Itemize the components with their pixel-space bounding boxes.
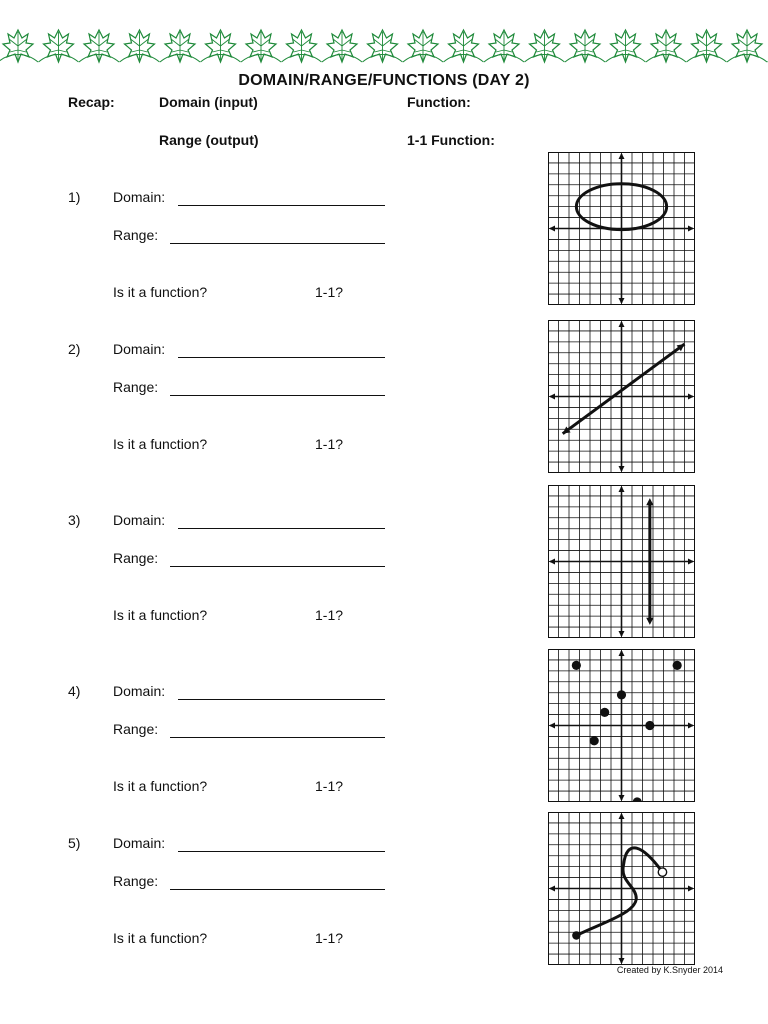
is-function-prompt: Is it a function? — [113, 607, 208, 623]
one-one-prompt: 1-1? — [315, 607, 344, 623]
leaf-icon — [525, 30, 565, 62]
recap-domain-label: Domain (input) — [159, 94, 258, 110]
one-one-prompt: 1-1? — [315, 778, 344, 794]
leaf-icon — [160, 30, 200, 62]
one-one-prompt: 1-1? — [315, 930, 344, 946]
graph-2 — [548, 320, 695, 473]
leaf-icon — [646, 30, 686, 62]
leaf-icon — [687, 30, 727, 62]
domain-label: Domain: — [113, 683, 166, 699]
domain-label: Domain: — [113, 189, 166, 205]
leaf-icon — [241, 30, 281, 62]
leaf-icon — [565, 30, 605, 62]
range-answer-line[interactable] — [170, 566, 385, 567]
is-function-prompt: Is it a function? — [113, 930, 208, 946]
closed-endpoint — [572, 931, 580, 939]
scatter-point — [645, 721, 654, 730]
scatter-point — [673, 661, 682, 670]
recap-one-one-label: 1-1 Function: — [407, 132, 495, 148]
domain-answer-line[interactable] — [178, 699, 385, 700]
question-number: 3) — [68, 512, 81, 528]
leaf-icon — [79, 30, 119, 62]
credit-text: Created by K.Snyder 2014 — [616, 965, 723, 975]
is-function-prompt: Is it a function? — [113, 436, 208, 452]
question-number: 5) — [68, 835, 81, 851]
is-function-prompt: Is it a function? — [113, 284, 208, 300]
graph-5 — [548, 812, 695, 965]
leaf-icon — [120, 30, 160, 62]
leaf-icon — [0, 30, 38, 62]
one-one-prompt: 1-1? — [315, 436, 344, 452]
question-number: 1) — [68, 189, 81, 205]
open-endpoint — [658, 868, 666, 876]
leaf-icon — [727, 30, 767, 62]
range-label: Range: — [113, 227, 159, 243]
leaf-icon — [39, 30, 79, 62]
domain-label: Domain: — [113, 341, 166, 357]
range-answer-line[interactable] — [170, 395, 385, 396]
range-label: Range: — [113, 379, 159, 395]
domain-answer-line[interactable] — [178, 851, 385, 852]
range-label: Range: — [113, 721, 159, 737]
question-number: 2) — [68, 341, 81, 357]
leaf-icon — [282, 30, 322, 62]
recap-range-label: Range (output) — [159, 132, 259, 148]
range-label: Range: — [113, 550, 159, 566]
leaf-icon — [363, 30, 403, 62]
range-answer-line[interactable] — [170, 243, 385, 244]
leaf-icon — [403, 30, 443, 62]
is-function-prompt: Is it a function? — [113, 778, 208, 794]
graph-4 — [548, 649, 695, 802]
page-title: DOMAIN/RANGE/FUNCTIONS (DAY 2) — [238, 72, 530, 89]
domain-label: Domain: — [113, 835, 166, 851]
scatter-point — [572, 661, 581, 670]
leaf-icon — [201, 30, 241, 62]
domain-answer-line[interactable] — [178, 205, 385, 206]
domain-answer-line[interactable] — [178, 357, 385, 358]
scatter-point — [590, 736, 599, 745]
scatter-point — [617, 690, 626, 699]
leaf-icon — [606, 30, 646, 62]
range-answer-line[interactable] — [170, 889, 385, 890]
leaf-border — [0, 22, 768, 78]
graph-1 — [548, 152, 695, 305]
recap-label: Recap: — [68, 94, 115, 110]
domain-answer-line[interactable] — [178, 528, 385, 529]
graph-3 — [548, 485, 695, 638]
domain-label: Domain: — [113, 512, 166, 528]
question-number: 4) — [68, 683, 81, 699]
leaf-icon — [484, 30, 524, 62]
range-label: Range: — [113, 873, 159, 889]
leaf-icon — [322, 30, 362, 62]
recap-function-label: Function: — [407, 94, 471, 110]
leaf-icon — [444, 30, 484, 62]
scatter-point — [600, 708, 609, 717]
one-one-prompt: 1-1? — [315, 284, 344, 300]
range-answer-line[interactable] — [170, 737, 385, 738]
